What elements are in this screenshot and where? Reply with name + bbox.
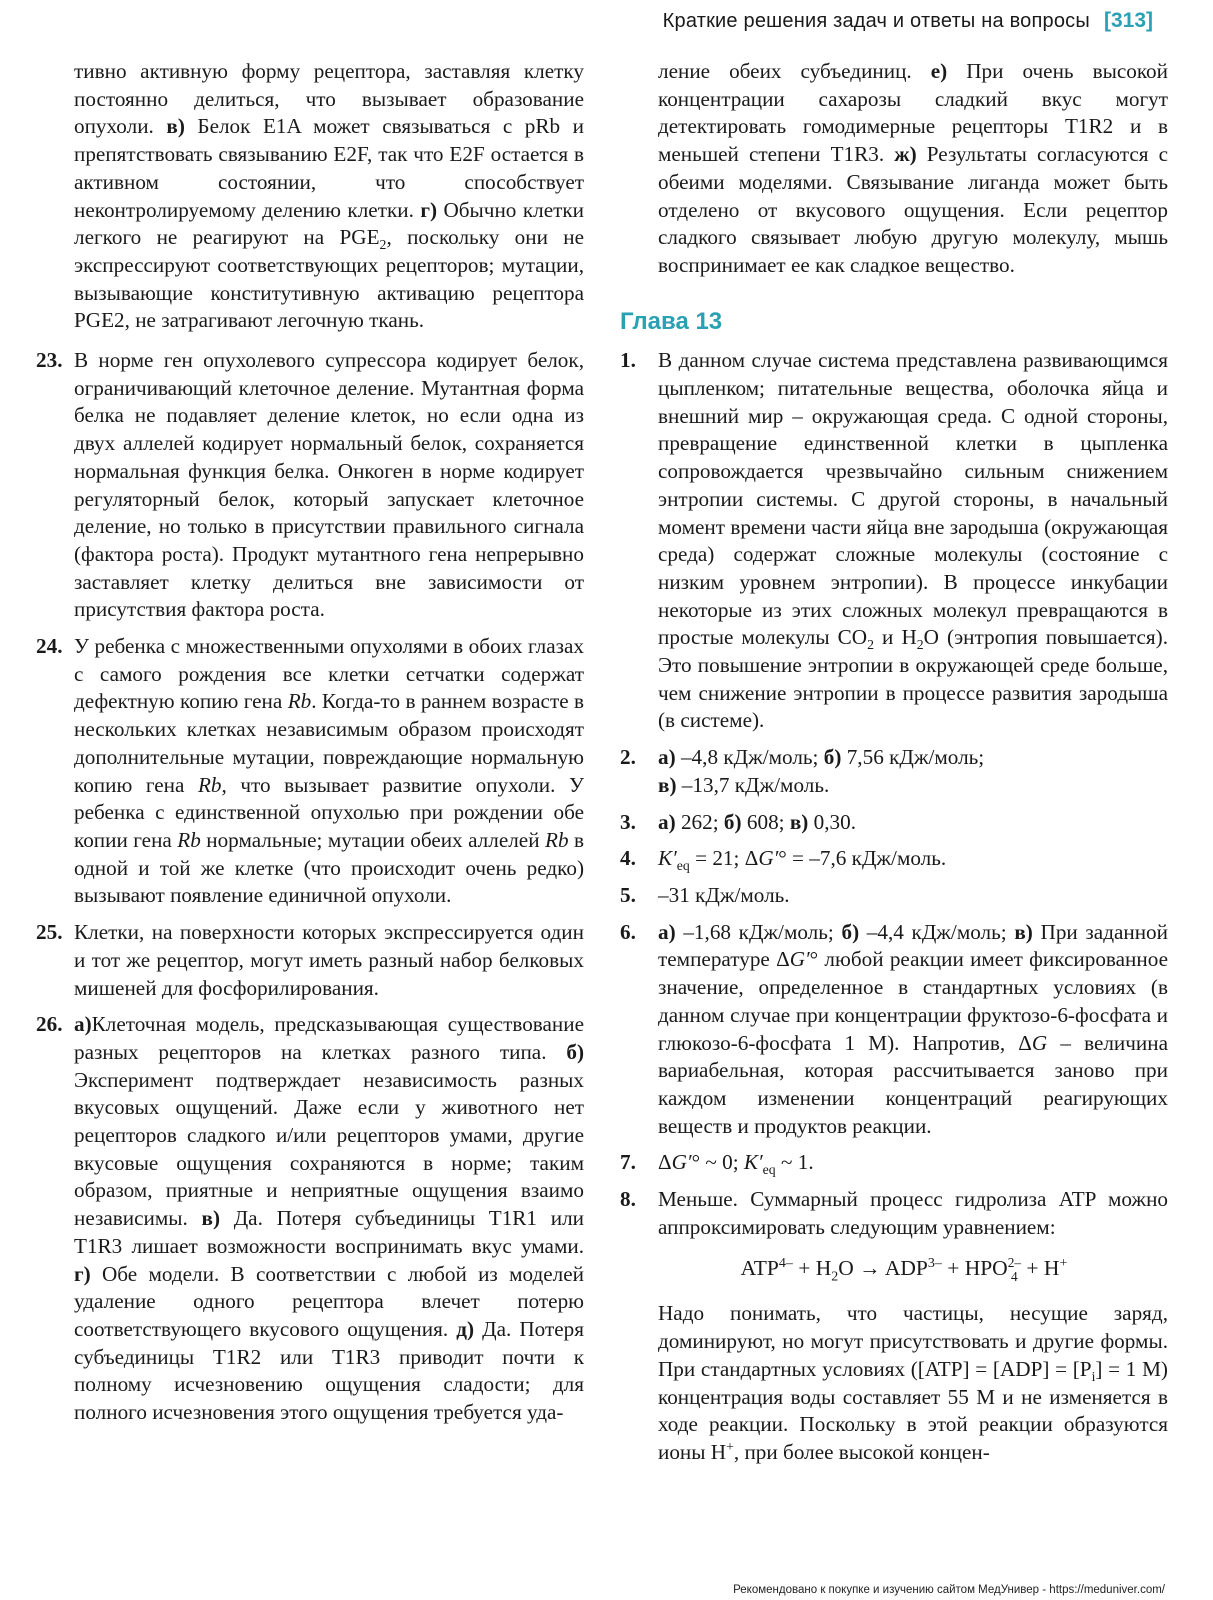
right-column [620,58,1168,1479]
footer-note: Рекомендовано к покупке и изучению сайтом МедУнивер - https://meduniver.com/ [733,1584,1165,1596]
answer-24: 24. У ребенка с множественными опухолями в обоих глазах с самого рождения все клетки сетчатки содержат дефектную копию гена Rb. Когда-то в раннем возрасте в нескольких клетках независимым образом происходят дополнительные мутации, повреждающие нормальную копию гена Rb, что вызывает развитие опухоли. У ребенка с единственной опухолью при рождении обе копии гена Rb нормальные; мутации обеих аллелей Rb в одной и той же клетке (что происходит очень редко) вызывают появление единичной опухоли. [36,634,585,908]
answer-23 [36,347,584,624]
answer-number: 1. [620,348,636,373]
answer-4: 4. $K'_{eq} = 21$; ΔG′° = –7,6 кДж/моль. [620,846,947,874]
answer-number: 4. [620,846,636,871]
left-column [36,58,584,1436]
answer-number: 23. [36,348,63,373]
answer-number: 6. [620,919,636,944]
atp-hydrolysis-equation: $ATP^{4-} + H_2O \to ADP^{3-}$ + HPO 2– 4 + H+ [740,1255,1068,1285]
answer-number: 3. [620,809,636,834]
answer-3: 3. а) 262; б) 608; в) 0,30. [620,809,1168,837]
answer-number: 2. [620,745,636,770]
answer-number: 24. [36,634,63,659]
answer-number: 8. [620,1187,636,1212]
answer-number: 25. [36,920,63,945]
answer-number: 5. [620,882,636,907]
continued-answer-22: тивно активную форму рецептора, заставляя клетку постоянно делиться, что вызывает образование опухоли. в) Белок E1A может связываться с pRb и препятствовать связыванию E2F, так что E2F остается в активном состоянии, что способствует неконтролируемому делению клетки. г) Обычно клетки легкого не реагируют на $PGE_2$, поскольку они не экспрессируют соответствующих рецепторов; мутации, вызывающие конститутивную активацию рецептора PGE2, не затрагивают легочную ткань. [74,59,585,333]
answer-text: Меньше. Суммарный процесс гидролиза ATP можно аппроксимировать следующим уравнением: [658,1187,1168,1239]
answer-26: 26. а)Клеточная модель, предсказывающая существование разных рецепторов на клетках разного типа. б) Эксперимент подтверждает независимость разных вкусовых ощущений. Даже если у животного нет рецепторов сладкого и/или рецепторов умами, другие вкусовые ощущения сохраняются в норме; таким образом, приятные и неприятные ощущения взаимо независимы. в) Да. Потеря субъединицы T1R1 или T1R3 лишает возможности воспринимать вкус умами. г) Обе модели. В соответствии с любой из моделей удаление одного рецептора влечет потерю соответствующего вкусового ощущения. д) Да. Потеря субъединицы T1R2 или T1R3 приводит почти к полному исчезновению ощущения сладости; для полного исчезновения этого ощущения требуется уда- [36,1012,584,1425]
continued-answer-26: ление обеих субъединиц. е) При очень высокой концентрации сахарозы сладкий вкус могут детектировать гомодимерные рецепторы T1R2 и в меньшей степени T1R3. ж) Результаты согласуются с обеими моделями. Связывание лиганда может быть отделено от вкусового ощущения. Если рецептор сладкого связывает любую другую молекулу, мышь воспринимает ее как сладкое вещество. [658,59,1169,277]
answer-text: –31 кДж/моль. [658,882,790,907]
page-number: [313] [1103,9,1153,32]
answer-5 [620,882,1168,910]
answer-text: Клетки, на поверхности которых экспрессируется один и тот же рецептор, могут иметь разный набор белковых мишеней для фосфорилирования. [74,920,584,1000]
answer-text: В норме ген опухолевого супрессора кодирует белок, ограничивающий клеточное деление. Мутантная форма белка не подавляет деление клеток, но если одна из двух аллелей кодирует нормальный белок, сохраняется нормальная функция белка. Онкоген в норме кодирует регуляторный белок, который запускает клеточное деление, но только в присутствии правильного сигнала (фактора роста). Продукт мутантного гена непрерывно заставляет клетку делиться вне зависимости от присутствия фактора роста. [74,348,584,622]
running-header [663,6,1153,36]
answer-1: 1. В данном случае система представлена развивающимся цыпленком; питательные вещества, оболочка яйца и внешний мир – окружающая среда. С одной стороны, превращение единственной клетки в цыпленка сопровождается чрезвычайно сильным снижением энтропии системы. С другой стороны, в начальный момент времени части яйца вне зародыша (окружающая среда) содержат сложные молекулы (состояние с низким уровнем энтропии). В процессе инкубации некоторые из этих сложных молекул превращаются в простые молекулы $CO_2$ и $H_2O$ (энтропия повышается). Это повышение энтропии в окружающей среде больше, чем снижение энтропии в процессе развития зародыша (в системе). [620,348,1169,733]
answer-8-continued: Надо понимать, что частицы, несущие заряд, доминируют, но могут присутствовать и другие формы. При стандартных условиях ($[ATP] = [ADP] = [P_i] = 1$ M) концентрация воды составляет 55 M и не изменяется в ходе реакции. Поскольку в этой реакции образуются ионы H+, при более высокой концен- [658,1301,1168,1464]
chapter-heading: Глава 13 [620,307,723,335]
answer-2: 2. а) –4,8 кДж/моль; б) 7,56 кДж/моль; в) –13,7 кДж/моль. [620,745,985,797]
answer-number: 7. [620,1150,636,1175]
answer-number: 26. [36,1012,63,1037]
answer-7: 7. ΔG′° ~ 0; $K'_{eq}$ ~ 1. [620,1150,814,1178]
answer-8 [620,1186,1168,1241]
header-title: Краткие решения задач и ответы на вопросы [662,9,1090,32]
answer-6: 6. а) –1,68 кДж/моль; б) –4,4 кДж/моль; в) При заданной температуре ΔG′° любой реакции имеет фиксированное значение, определенное в стандартных условиях (в данном случае при концентрации фруктозо-6-фосфата и глюкозо-6-фосфата 1 М). Напротив, ΔG – величина вариабельная, которая рассчитывается заново при каждом изменении концентраций реагирующих веществ и продуктов реакции. [620,919,1169,1138]
answer-25 [36,919,584,1002]
